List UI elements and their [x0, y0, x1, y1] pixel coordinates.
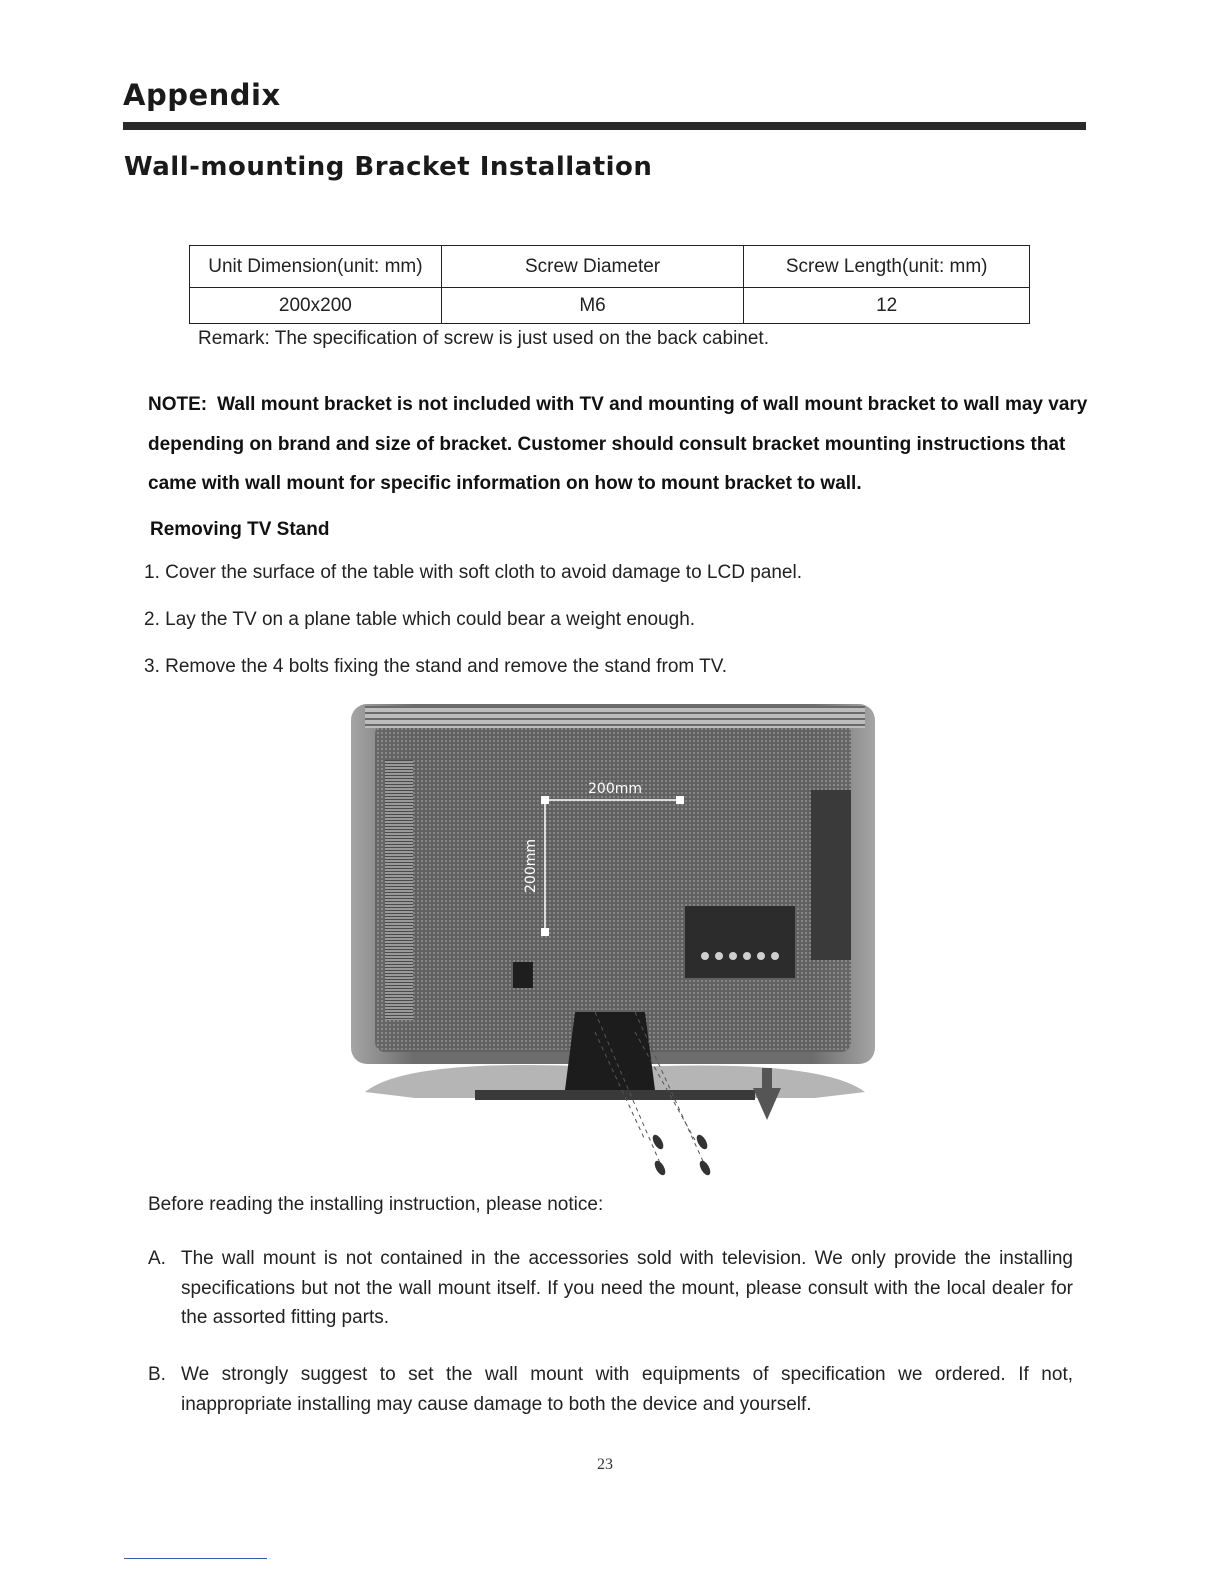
table-header-row — [190, 246, 1030, 288]
list-item: 1. Cover the surface of the table with soft cloth to avoid damage to LCD panel. — [144, 562, 802, 583]
bolt-icons — [651, 1133, 713, 1177]
removing-stand-title: Removing TV Stand — [150, 519, 330, 540]
table-header-cell: Screw Length(unit: mm) — [744, 246, 1030, 288]
screw-spec-table — [189, 245, 1030, 324]
rear-connector-panel — [685, 906, 795, 978]
notice-item-b — [148, 1360, 1073, 1419]
table-cell: 200x200 — [190, 288, 442, 324]
notice-text: The wall mount is not contained in the accessories sold with television. We only provide the installing specifications but not the wall mount itself. If you need the mount, please consult with the local dealer for the assorted fitting parts. — [181, 1248, 1073, 1328]
down-arrow-head-icon — [753, 1088, 781, 1120]
page-heading: Appendix — [123, 78, 281, 112]
notice-intro: Before reading the installing instruction, please notice: — [148, 1194, 604, 1215]
side-io-panel — [811, 790, 851, 960]
stand-base-edge — [475, 1090, 755, 1100]
table-cell: 12 — [744, 288, 1030, 324]
heading-rule — [123, 122, 1086, 130]
page-number: 23 — [597, 1456, 613, 1473]
note-label: NOTE: — [148, 394, 208, 415]
notice-text: We strongly suggest to set the wall mount with equipments of specification we ordered. If not, inappropriate installing may cause damage to both the device and yourself. — [181, 1364, 1073, 1415]
table-cell: M6 — [441, 288, 744, 324]
horizontal-dimension-label: 200mm — [588, 781, 642, 797]
tv-back-panel — [375, 724, 851, 1052]
stand-neck — [565, 1012, 655, 1090]
footnote-rule — [124, 1558, 267, 1559]
list-item: 3. Remove the 4 bolts fixing the stand and remove the stand from TV. — [144, 656, 727, 677]
tv-back-illustration — [345, 700, 885, 1180]
remark-text: Remark: The specification of screw is just used on the back cabinet. — [198, 328, 769, 349]
notice-marker: A. — [148, 1248, 166, 1269]
power-socket — [513, 962, 533, 988]
list-item: 2. Lay the TV on a plane table which could bear a weight enough. — [144, 609, 696, 630]
note-paragraph — [148, 385, 1088, 504]
notice-marker: B. — [148, 1364, 166, 1385]
notice-item-a — [148, 1244, 1073, 1333]
note-text: Wall mount bracket is not included with TV and mounting of wall mount bracket to wall may vary depending on brand and size of bracket. Customer should consult bracket mounting instructions that came with wall mount for specific information on how to mount bracket to wall. — [148, 394, 1088, 494]
table-header-cell: Unit Dimension(unit: mm) — [190, 246, 442, 288]
table-row — [190, 288, 1030, 324]
side-vent-grille — [385, 760, 413, 1020]
vertical-dimension-label: 200mm — [523, 839, 539, 893]
top-vent-grille — [365, 706, 865, 728]
section-subheading: Wall-mounting Bracket Installation — [124, 152, 653, 182]
removing-stand-steps — [144, 562, 802, 703]
table-header-cell: Screw Diameter — [441, 246, 744, 288]
down-arrow-icon — [762, 1068, 772, 1090]
